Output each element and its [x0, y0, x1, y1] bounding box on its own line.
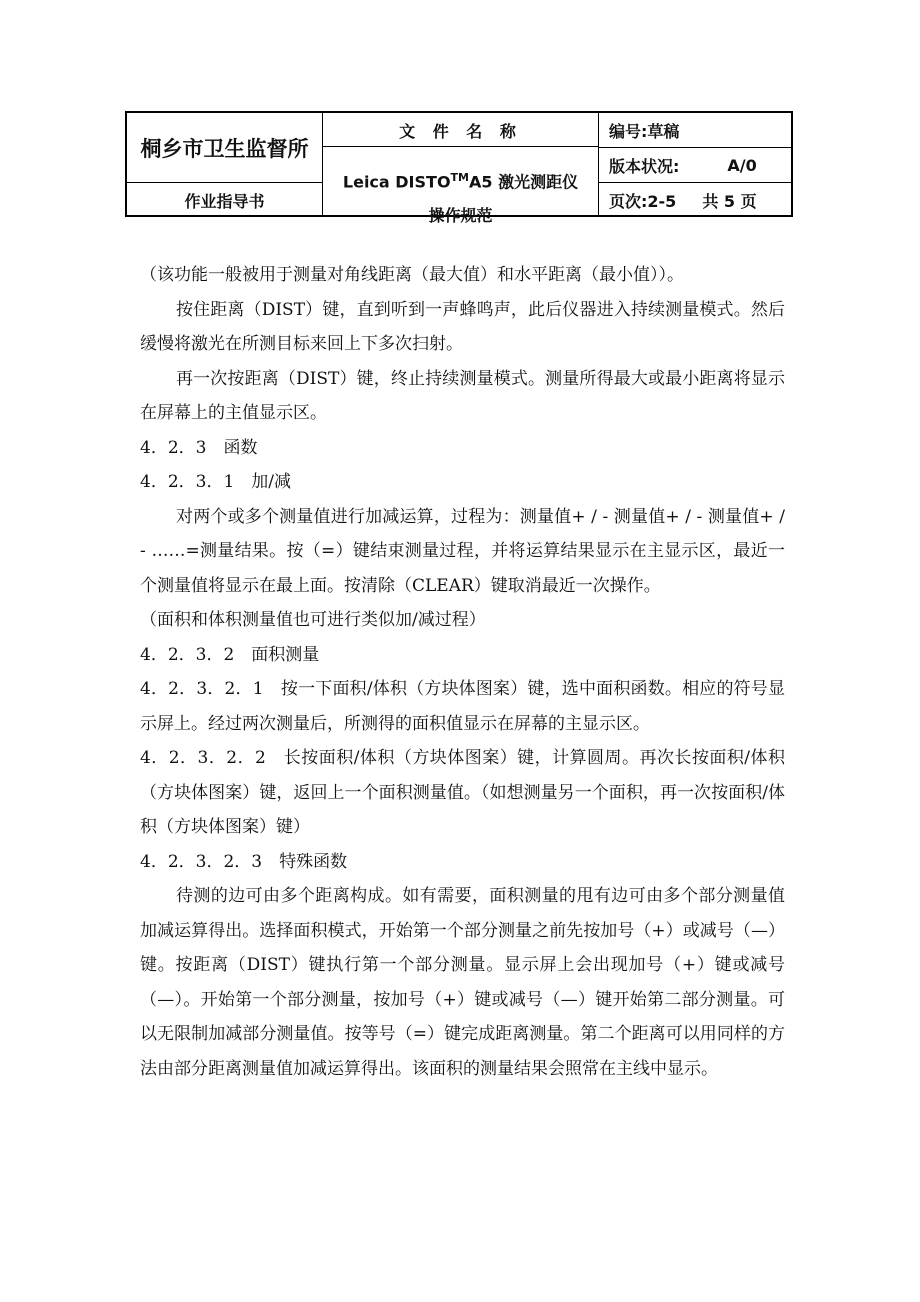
document-type: 作业指导书 — [184, 191, 265, 211]
version-label: 版本状况: — [609, 156, 680, 176]
paragraph: 4．2．3．2．2 长按面积/体积（方块体图案）键，计算圆周。再次长按面积/体积（方块体图案）键，返回上一个面积测量值。（如想测量另一个面积，再一次按面积/体积（方块体图案）键） — [140, 748, 785, 837]
page-label: 页次:2-5 — [609, 191, 677, 211]
paragraph: （面积和体积测量值也可进行类似加/减过程） — [140, 610, 486, 630]
paragraph: 4．2．3．2．1 按一下面积/体积（方块体图案）键，选中面积函数。相应的符号显示屏上。经过两次测量后，所测得的面积值显示在屏幕的主显示区。 — [140, 679, 785, 734]
version-status — [599, 148, 793, 182]
document-title — [323, 147, 598, 226]
title-suffix: A5 激光测距仪 — [469, 172, 579, 192]
version-value: A/0 — [727, 155, 757, 175]
document-header-table — [125, 111, 793, 226]
file-name-label: 文 件 名 称 — [399, 121, 522, 141]
title-prefix: Leica DISTO — [342, 172, 451, 192]
paragraph: 再一次按距离（DIST）键，终止持续测量模式。测量所得最大或最小距离将显示在屏幕上的主值显示区。 — [140, 368, 785, 423]
page-total: 共 5 页 — [702, 191, 757, 211]
serial-number: 编号:草稿 — [609, 121, 680, 141]
title-trademark: TM — [450, 171, 469, 184]
paragraph: 按住距离（DIST）键，直到听到一声蜂鸣声，此后仪器进入持续测量模式。然后缓慢将激光在所测目标来回上下多次扫射。 — [140, 299, 785, 354]
section-heading: 4．2．3．1 加/减 — [140, 472, 291, 492]
organization-name: 桐乡市卫生监督所 — [140, 137, 309, 161]
paragraph: （该功能一般被用于测量对角线距离（最大值）和水平距离（最小值））。 — [140, 265, 684, 285]
section-heading: 4．2．3．2 面积测量 — [140, 644, 320, 665]
document-body — [140, 258, 785, 1086]
section-heading: 4．2．3 函数 — [140, 437, 258, 458]
page-info — [599, 183, 793, 217]
section-heading: 4．2．3．2．3 特殊函数 — [140, 851, 348, 872]
paragraph: 待测的边可由多个距离构成。如有需要，面积测量的甩有边可由多个部分测量值加减运算得出。选择面积模式，开始第一个部分测量之前先按加号（+）或减号（—）键。按距离（DIST）键执行第一个部分测量。显示屏上会出现加号（+）键或减号（—）。开始第一个部分测量，按加号（+）键或减号（—）键开始第二部分测量。可以无限制加减部分测量值。按等号（=）键完成距离测量。第二个距离可以用同样的方法由部分距离测量值加减运算得出。该面积的测量结果会照常在主线中显示。 — [140, 886, 785, 1079]
title-line2: 操作规范 — [428, 206, 493, 226]
paragraph: 对两个或多个测量值进行加减运算，过程为：测量值+ / - 测量值+ / - 测量值+ / - ……=测量结果。按（=）键结束测量过程，并将运算结果显示在主显示区，最近一个测量值将显示在最上面。按清除（CLEAR）键取消最近一次操作。 — [140, 506, 785, 596]
